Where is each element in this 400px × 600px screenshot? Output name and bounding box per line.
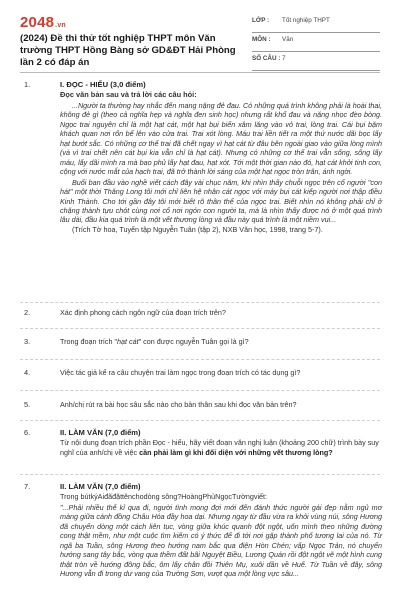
question-divider xyxy=(20,390,380,391)
question-body xyxy=(60,428,382,458)
question-text-italic: hạt cát xyxy=(117,337,139,346)
question-number: 1. xyxy=(24,80,31,89)
question-lead: Trong bútkýAiđãđặttênchodòng sông?HoàngPhủNgọcTườngviết: xyxy=(60,492,268,501)
instruction: Đọc văn bản sau và trả lời các câu hỏi: xyxy=(60,90,197,99)
question-text-start: Trong đoạn trích " xyxy=(60,337,118,346)
site-logo[interactable] xyxy=(20,14,66,31)
meta-row-class xyxy=(252,14,380,33)
question-number: 4. xyxy=(24,368,31,377)
question-text-end: " con được nguyễn Tuân gọi là gì? xyxy=(138,337,249,346)
logo-text: 2048 xyxy=(20,14,55,31)
section-title: I. ĐỌC - HIỂU (3,0 điểm) xyxy=(60,80,146,89)
question-body xyxy=(60,482,382,579)
meta-row-question-count xyxy=(252,52,380,71)
question-body: Việc tác giả kể ra câu chuyện trai làm ngọc trong đoạn trích có tác dụng gì? xyxy=(60,368,301,377)
passage-paragraph-2: Buổi ban đầu vào nghề viết cách đây vài chục năm, khi nhìn thấy chuỗi ngọc trên cổ người "con hát" một thời Thăng Long tôi mới chỉ liên hệ nhân cát ngọc với máy bụi cát kiếp người nơi thập điều Kinh Thành. Cho tới gần đây tôi mới biết rõ thân thể của ngọc trai. Biết nhìn nó không phải chỉ ở chặng thành tựu chót cùng nơi cổ nơi ngón con người ta, mà là nhìn thấy được nó ở một quá trình lâu dài, đầu kia quá trình là một vết thương lòng và đầu này quá trình là một niềm vui... xyxy=(60,177,382,225)
meta-value: Tốt nghiệp THPT xyxy=(282,17,330,24)
passage-excerpt: "...Phải nhiều thế kỉ qua đi, người tình mong đợi mới đến đánh thức người gái đẹp nằm ngủ mơ màng giữa cánh đồng Châu Hóa đầy hoa dại. Nhưng ngay từ đầu vừa ra khỏi vùng núi, sông Hương đã chuyển dòng một cách liên tục, vòng giữa khúc quanh đột ngột, uốn mình theo những đường cong thật mềm, như một cuộc tìm kiếm có ý thức để đi tới nơi gặp thành phố tương lai của nó. Từ ngã ba Tuần, sông Hương theo hướng nam bắc qua điện Hòn Chén; vấp Ngọc Trản, nó chuyển hướng sang tây bắc, vòng qua thềm đất bãi Nguyệt Biều, Lương Quán rồi đột ngột vẽ một hình cung thật tròn về hướng đông bắc, ôm lấy chân đồi Thiên Mụ, xuôi dần về Huế. Từ Tuần về đây, sông Hương vẫn đi trong dư vang của Trường Sơn, vượt qua một lòng vực sâu... xyxy=(60,503,382,579)
question-number: 7. xyxy=(24,482,31,491)
question-body: Anh/chị rút ra bài học sâu sắc nào cho bản thân sau khi đọc văn bản trên? xyxy=(60,400,297,409)
question-number: 5. xyxy=(24,400,31,409)
section-title: II. LÀM VĂN (7,0 điểm) xyxy=(60,428,141,437)
document-header xyxy=(0,0,400,72)
meta-key: LỚP : xyxy=(252,17,270,24)
meta-value: Văn xyxy=(282,36,294,43)
question-body xyxy=(60,80,382,235)
meta-table xyxy=(252,14,380,71)
question-divider xyxy=(20,359,380,360)
passage-paragraph-1: ...Người ta thường hay nhắc đến mang nặng đẻ đau. Có những quá trình không phải là hoài thai, không đẻ gì (theo cả nghĩa hẹp và nghĩa đen sinh học) nhưng rất khổ đau và nặng nhọc đèo bòng. Ngọc trai nguyên chỉ là một hạt cát, một hạt bụi biển xâm lăng vào vỏ trai, lòng trai. Cái bụi bặm khách quan nơi rốn bể lên vào cửa trai. Trai xót lòng. Máu trai liền tiết ra một thứ nước dãi bọc lấy hạt bướt sắc. Có những cơ thể trai đã chết ngay vì hạt cát từ đâu bên ngoài giao vào giữa lòng mình (và vì trai chết nên cát bụi kia vẫn chỉ là hạt cát). Nhưng có những cơ thể trai vẫn sống, sống lấy máu, lấy dãi mình ra mà bao phủ lấy hạt đau, hạt xót. Tới một thời gian nào đó, hạt cát khởi tinh con, cộng với nước mắt của hạch trai, đã trở thành lời sáng của một hạt ngọc tròn trăn, ánh ngời. xyxy=(60,101,382,177)
question-prompt xyxy=(60,438,382,458)
question-number: 3. xyxy=(24,337,31,346)
question-body: Xác định phong cách ngôn ngữ của đoạn trích trên? xyxy=(60,308,226,317)
prompt-emphasis: cần phải làm gì khi đối diện với những vết thương lòng? xyxy=(139,448,333,457)
question-divider xyxy=(20,420,380,421)
question-divider xyxy=(20,328,380,329)
question-divider xyxy=(20,474,380,475)
meta-key: SỐ CÂU : xyxy=(252,55,281,62)
passage-citation: (Trích Tờ hoa, Tuyển tập Nguyễn Tuân (tập 2), NXB Văn học, 1998, trang 5-7). xyxy=(72,224,323,234)
question-list xyxy=(0,80,400,600)
header-divider xyxy=(20,72,380,73)
question-number: 6. xyxy=(24,428,31,437)
question-divider xyxy=(20,302,380,303)
prompt-text: Từ nội dung đoạn trích phần Đọc - hiểu, hãy viết đoạn văn nghị luận (khoảng 200 chữ) trình bày suy nghĩ của anh/chị về việc xyxy=(60,438,379,457)
logo-suffix: .vn xyxy=(55,22,66,29)
meta-row-subject xyxy=(252,33,380,52)
document-title: (2024) Đề thi thử tốt nghiệp THPT môn Văn trường THPT Hồng Bàng sở GD&ĐT Hải Phòng lần 2 có đáp án xyxy=(20,33,236,68)
section-title: II. LÀM VĂN (7,0 điểm) xyxy=(60,482,141,491)
question-number: 2. xyxy=(24,308,31,317)
meta-value: 7 xyxy=(282,55,286,62)
question-body xyxy=(60,337,382,347)
meta-key: MÔN : xyxy=(252,36,271,43)
